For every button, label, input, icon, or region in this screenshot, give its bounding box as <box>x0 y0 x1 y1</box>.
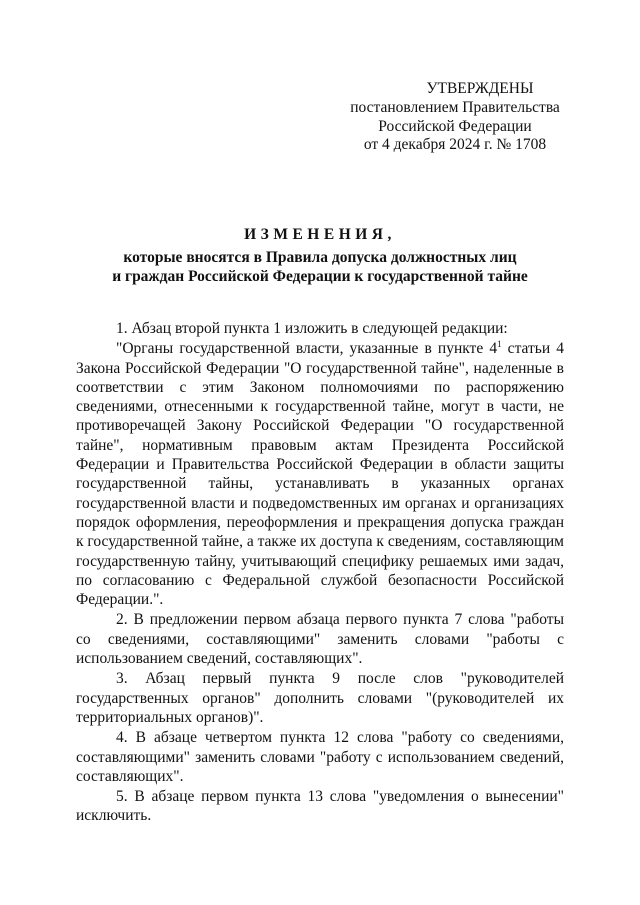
paragraph-2-text-a: "Органы государственной власти, указанные в пункте 4 <box>116 340 498 358</box>
approval-line: постановлением Правительства <box>350 99 560 116</box>
paragraph-3: 2. В предложении первом абзаца первого пункта 7 слова "работы со сведениями, составляющими" заменить словами "работы с использованием сведений, составляющих". <box>76 611 564 668</box>
document-subtitle <box>60 249 580 286</box>
paragraph-2-text-b: статьи 4 Закона Российской Федерации "О государственной тайне", наделенные в соответствии с этим Законом полномочиями по распоряжению сведениями, отнесенными к государственной тайне, могут в части, не противоречащей Закону Российской Федерации "О государственной тайне", нормативным правовым актам Президента Российской Федерации и Правительства Российской Федерации в области защиты государственной тайны, устанавливать в указанных органах государственной власти и подведомственных им органах и организациях порядок оформления, переоформления и прекращения допуска граждан к государственной тайне, а также их доступа к сведениям, составляющим государственную тайну, учитывающий специфику решаемых ими задач, по согласованию с Федеральной службой безопасности Российской Федерации.". <box>76 340 564 609</box>
paragraph-6: 5. В абзаце первом пункта 13 слова "уведомления о вынесении" исключить. <box>76 788 564 825</box>
approval-heading: УТВЕРЖДЕНЫ <box>426 80 534 97</box>
superscript: 1 <box>497 339 502 350</box>
subtitle-line: которые вносятся в Правила допуска должностных лиц <box>123 249 517 266</box>
paragraph-2 <box>76 339 564 609</box>
document-body <box>76 319 564 826</box>
approval-line: от 4 декабря 2024 г. № 1708 <box>363 136 547 153</box>
paragraph-4: 3. Абзац первый пункта 9 после слов "руководителей государственных органов" дополнить словами "(руководителей их территориальных органов)". <box>76 670 564 726</box>
paragraph-1: 1. Абзац второй пункта 1 изложить в следующей редакции: <box>116 320 508 337</box>
subtitle-line: и граждан Российской Федерации к государственной тайне <box>112 267 528 285</box>
approval-line: Российской Федерации <box>378 117 532 135</box>
paragraph-5: 4. В абзаце четвертом пункта 12 слова "работу со сведениями, составляющими" заменить словами "работу с использованием сведений, составляющих". <box>76 729 564 785</box>
document-title: ИЗМЕНЕНИЯ, <box>244 226 396 243</box>
